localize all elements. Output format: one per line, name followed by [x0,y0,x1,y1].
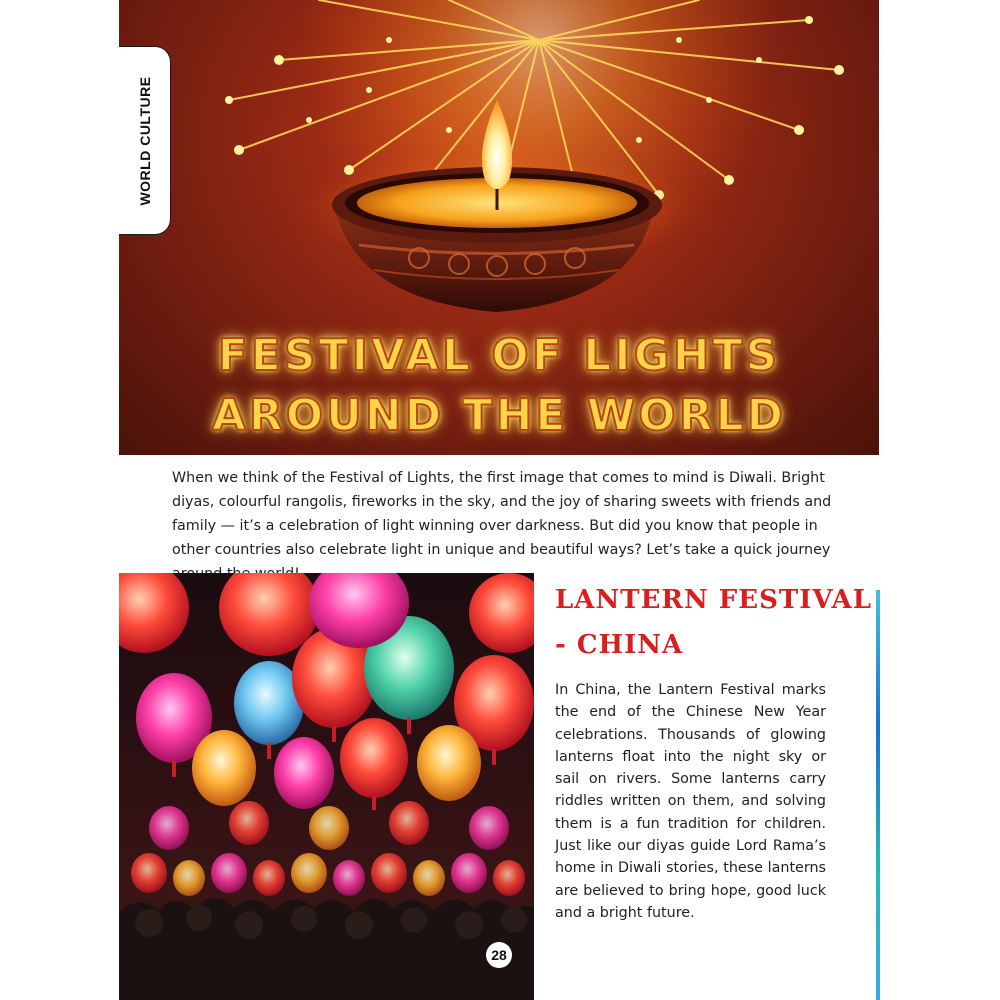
diya-fireworks-illustration [119,0,879,455]
lantern-festival-photo [119,573,534,1000]
intro-paragraph: When we think of the Festival of Lights, the first image that comes to mind is Diwali. Bright diyas, colourful rangolis, fireworks in the sky, and the joy of sharing sweets with friends and family — it’s a celebration of light winning over darkness. But did you know that people in other countries also celebrate light in unique and beautiful ways? Let’s take a quick journey [172,470,832,558]
page-number: 28 [486,942,512,968]
decorative-edge-strip [876,590,880,1000]
lanterns-illustration [119,573,534,1000]
hero-title-line2: AROUND THE WORLD [211,390,787,441]
side-tab-label: WORLD CULTURE [136,75,153,206]
section-side-tab [119,46,171,235]
hero-title-line1: FESTIVAL OF LIGHTS [217,330,781,381]
hero-banner [119,0,879,455]
section-body-text: In China, the Lantern Festival marks the end of the Chinese New Year celebrations. Thousands of glowing lanterns float into the night sky or sail on rivers. Some lanterns carry riddles written on them, and solving them is a fun tradition for children. Just like our diyas guide Lord Rama’s home in Diwali stories, these lanterns are believed to bring hope, good luck and a bright future. [555,682,826,921]
section-title-line1: LANTERN FESTIVAL [555,585,872,615]
section-title-line2: - CHINA [555,630,684,660]
